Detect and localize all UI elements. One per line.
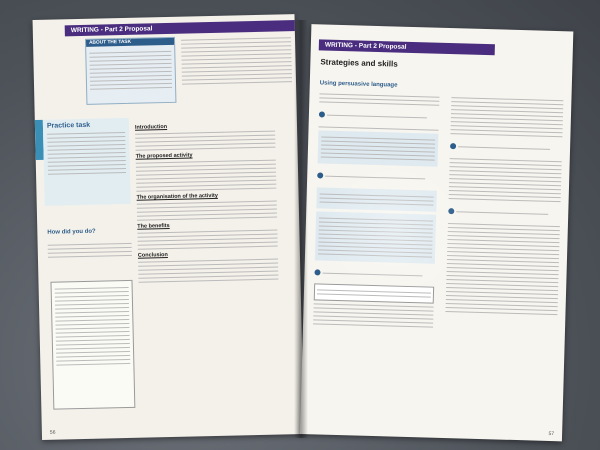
sample-paragraph-1 (318, 130, 439, 166)
strategies-title: Strategies and skills (320, 57, 398, 69)
right-column-a (313, 90, 440, 330)
exercise-2 (317, 166, 437, 187)
sample-paragraph-2 (316, 187, 437, 211)
exercise-3-lines (313, 303, 434, 327)
exercise-1 (319, 105, 439, 126)
left-page (33, 14, 304, 440)
persuasive-language-subtitle: Using persuasive language (319, 80, 398, 89)
section-conclusion: Conclusion (137, 252, 168, 259)
right-column-b (445, 94, 563, 318)
section-benefits: The benefits (137, 222, 170, 230)
about-the-task-box (85, 37, 176, 105)
about-the-task-lines (86, 45, 175, 96)
how-did-you-do-lines (48, 240, 132, 261)
task-bullets (181, 34, 292, 87)
checklist-box (50, 280, 135, 410)
right-page-header: WRITING - Part 2 Proposal (319, 39, 495, 55)
sample-paragraph-3 (315, 211, 436, 263)
right-page-number: 57 (548, 430, 555, 438)
model-proposal (135, 119, 282, 422)
exercise-3 (314, 263, 434, 284)
left-page-header: WRITING - Part 2 Proposal (65, 20, 297, 36)
book-spine-shadow (294, 20, 308, 438)
right-page (300, 24, 573, 441)
left-page-number: 56 (49, 429, 56, 436)
how-did-you-do-heading: How did you do? (47, 228, 96, 236)
exercise-4 (450, 137, 562, 158)
exercise-5 (448, 202, 560, 223)
practice-task-box (43, 118, 131, 206)
practice-task-lines (43, 132, 130, 175)
practice-task-title: Practice task (46, 121, 91, 130)
section-organisation: The organisation of the activity (136, 192, 218, 201)
section-proposed-activity: The proposed activity (135, 152, 193, 160)
section-introduction: Introduction (134, 124, 168, 131)
word-box (314, 283, 434, 303)
about-the-task-title: ABOUT THE TASK (86, 38, 174, 47)
